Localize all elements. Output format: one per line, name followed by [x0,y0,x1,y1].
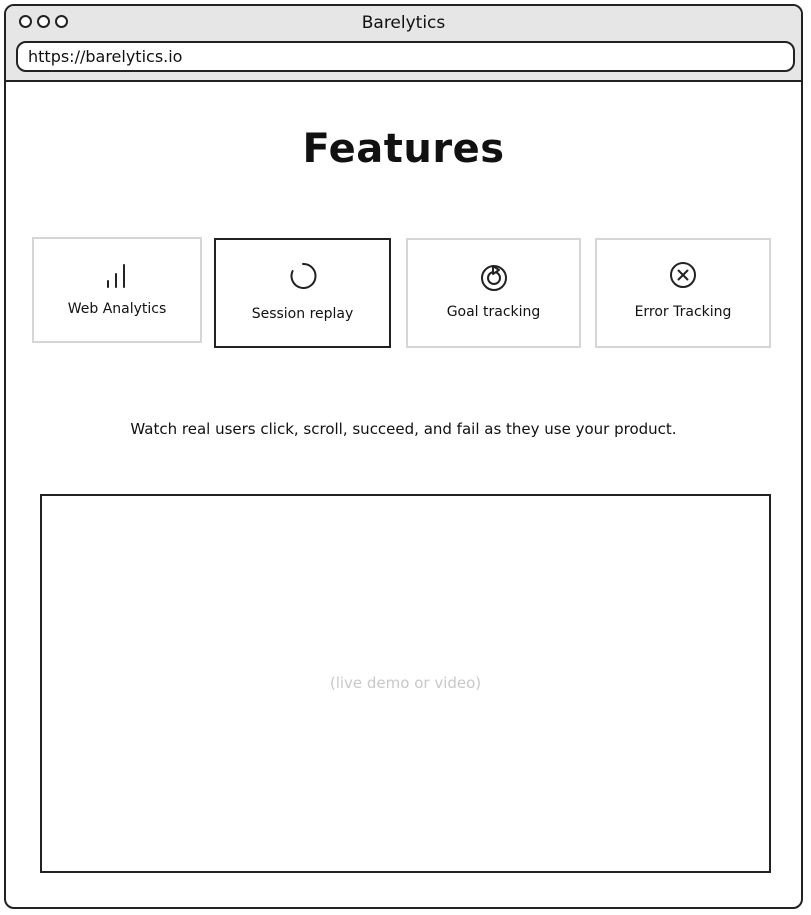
feature-label: Error Tracking [634,304,732,320]
browser-titlebar [6,6,801,82]
feature-card-web-analytics[interactable] [32,237,202,343]
target-icon [477,260,511,294]
feature-card-session-replay[interactable] [214,238,391,348]
feature-card-goal-tracking[interactable] [406,238,581,348]
page-title: Features [302,126,505,172]
window-title: Barelytics [361,13,446,33]
demo-video-area[interactable] [40,494,771,873]
feature-description: Watch real users click, scroll, succeed, and fail as they use your product. [130,420,677,438]
bar-chart-icon [103,259,131,291]
error-circle-icon [666,258,700,292]
replay-icon [286,260,320,294]
browser-window [4,4,803,909]
feature-card-error-tracking[interactable] [595,238,771,348]
demo-placeholder-text: (live demo or video) [329,674,482,692]
address-bar[interactable]: https://barelytics.io [16,41,795,72]
feature-label: Web Analytics [67,301,167,317]
feature-label: Session replay [251,306,354,322]
feature-label: Goal tracking [446,304,541,320]
